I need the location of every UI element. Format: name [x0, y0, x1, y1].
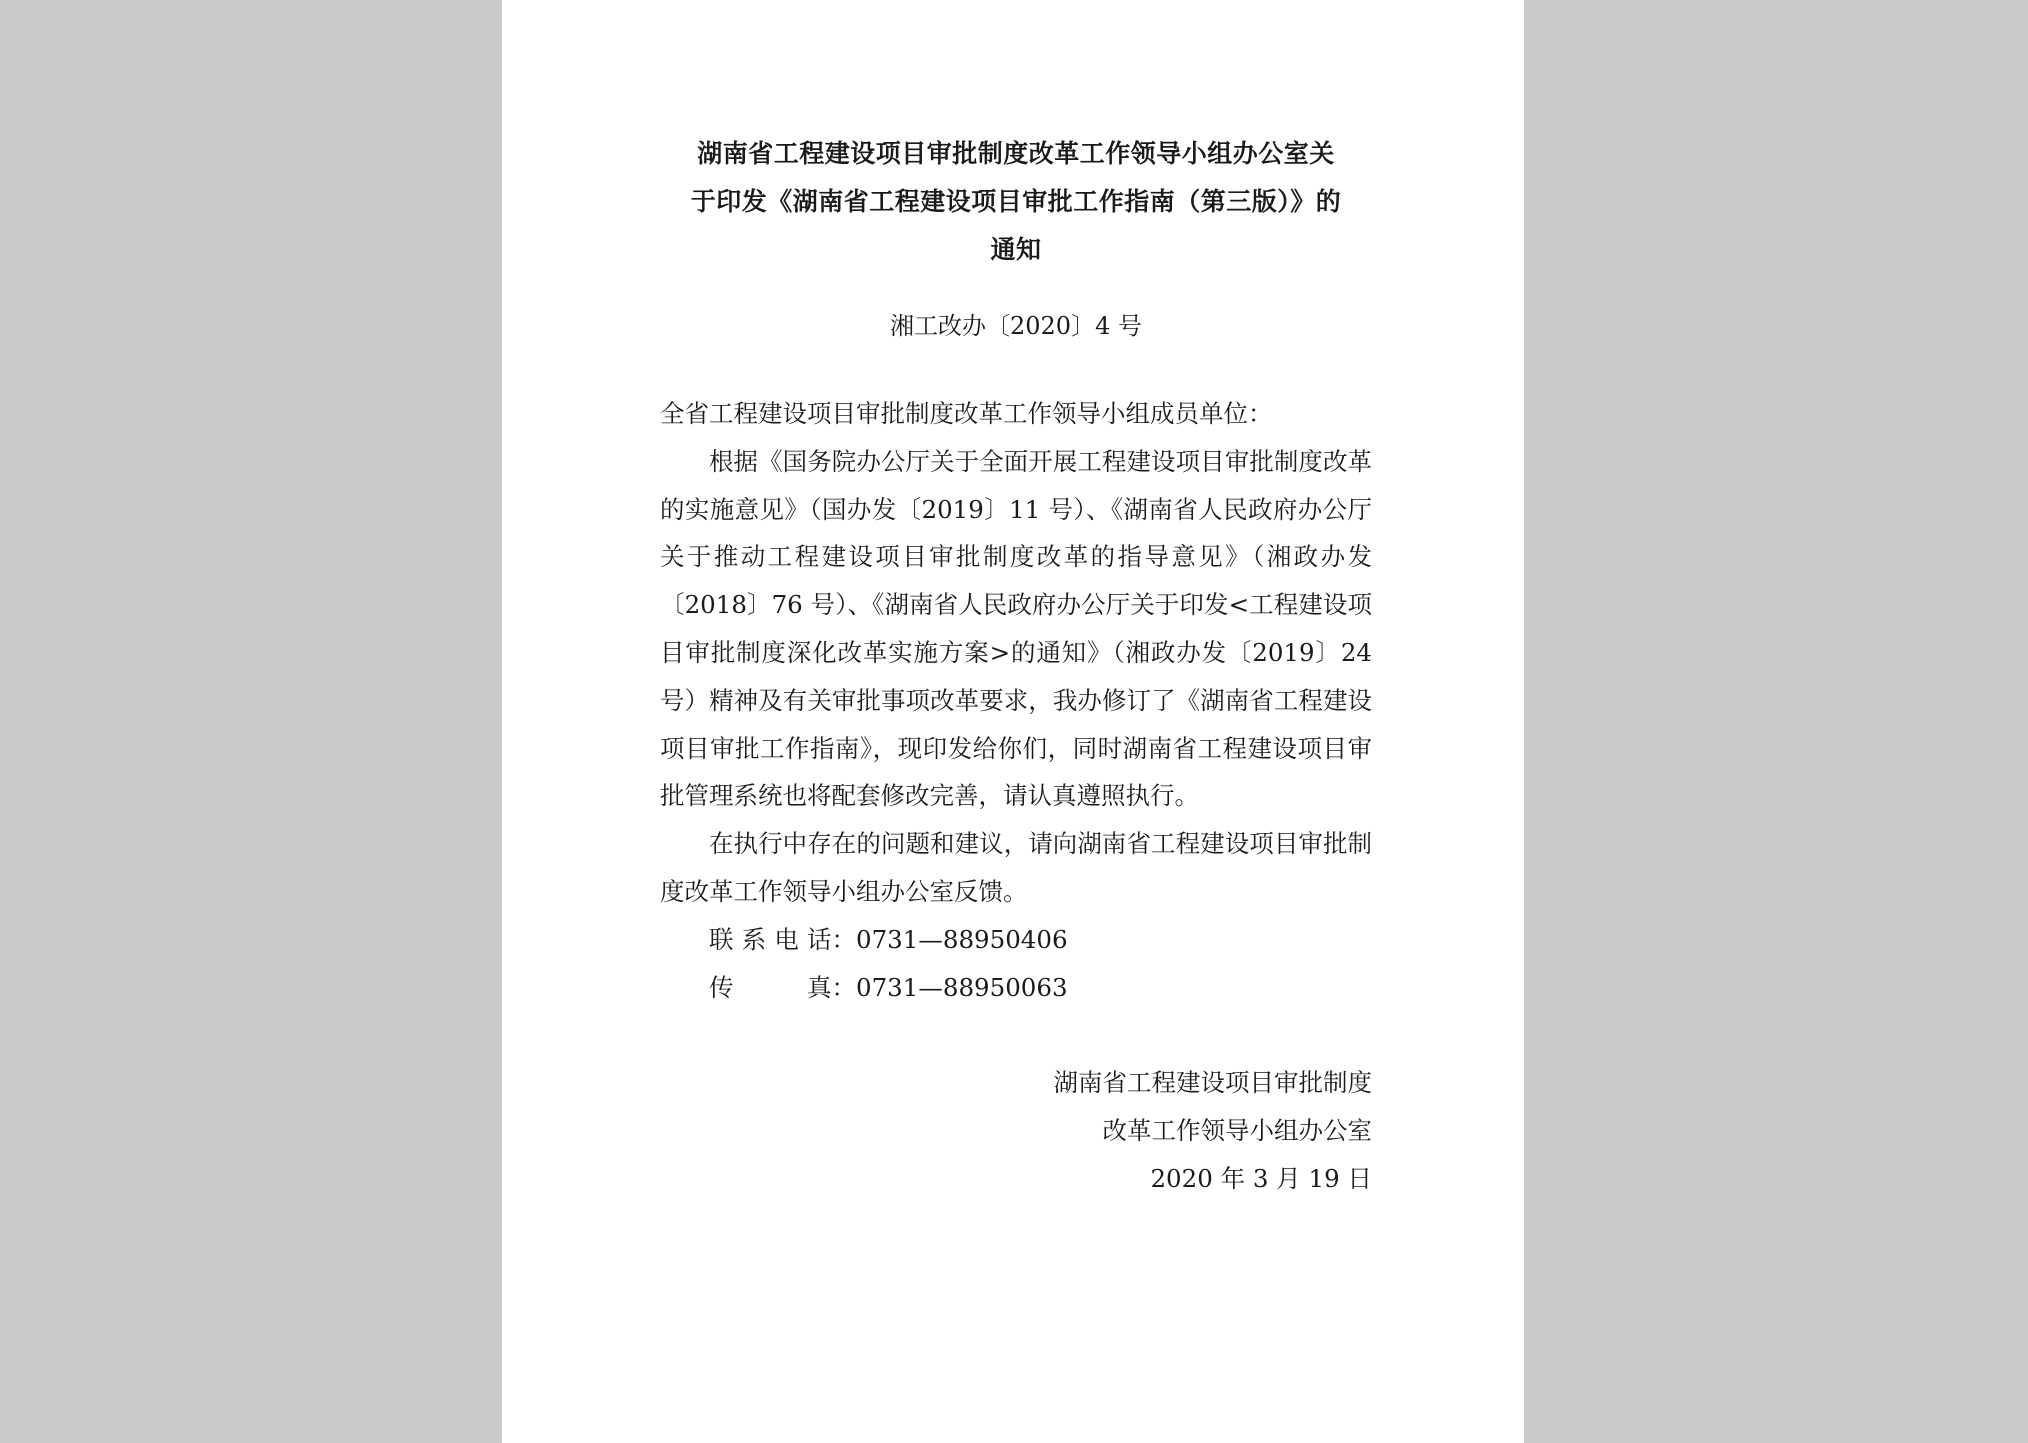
document-body: [660, 390, 1372, 1011]
contact-phone: [660, 916, 1372, 964]
contact-fax: [660, 964, 1372, 1012]
contact-fax-label: 传真: [709, 972, 832, 1002]
title-line-1: 湖南省工程建设项目审批制度改革工作领导小组办公室关: [697, 139, 1335, 168]
contact-phone-label: 联系电话: [709, 924, 832, 954]
document-content: [660, 130, 1372, 1203]
signature-block: [660, 1059, 1372, 1203]
contact-fax-value: ：0731—88950063: [831, 972, 1068, 1002]
document-title: [660, 130, 1372, 274]
document-page: [502, 0, 1524, 1443]
body-paragraph-2: 在执行中存在的问题和建议，请向湖南省工程建设项目审批制度改革工作领导小组办公室反馈。: [660, 829, 1372, 906]
contact-phone-value: ：0731—88950406: [831, 924, 1068, 954]
title-line-3: 通知: [990, 235, 1042, 264]
title-line-2: 于印发《湖南省工程建设项目审批工作指南（第三版）》的: [690, 187, 1342, 216]
body-paragraph-1: 根据《国务院办公厅关于全面开展工程建设项目审批制度改革的实施意见》（国办发〔2019〕11 号）、《湖南省人民政府办公厅关于推动工程建设项目审批制度改革的指导意见》（湘政办发〔2018〕76 号）、《湖南省人民政府办公厅关于印发<工程建设项目审批制度深化改革实施方案>的通知》（湘政办发〔2019〕24 号）精神及有关审批事项改革要求，我办修订了《湖南省工程建设项目审批工作指南》，现印发给你们，同时湖南省工程建设项目审批管理系统也将配套修改完善，请认真遵照执行。: [660, 446, 1372, 811]
salutation: 全省工程建设项目审批制度改革工作领导小组成员单位：: [660, 399, 1273, 428]
signature-org-line-1: 湖南省工程建设项目审批制度: [1053, 1068, 1372, 1098]
signature-org-line-2: 改革工作领导小组办公室: [1102, 1116, 1372, 1146]
signature-date: 2020 年 3 月 19 日: [1150, 1164, 1372, 1194]
document-number: 湘工改办〔2020〕4 号: [890, 312, 1142, 340]
